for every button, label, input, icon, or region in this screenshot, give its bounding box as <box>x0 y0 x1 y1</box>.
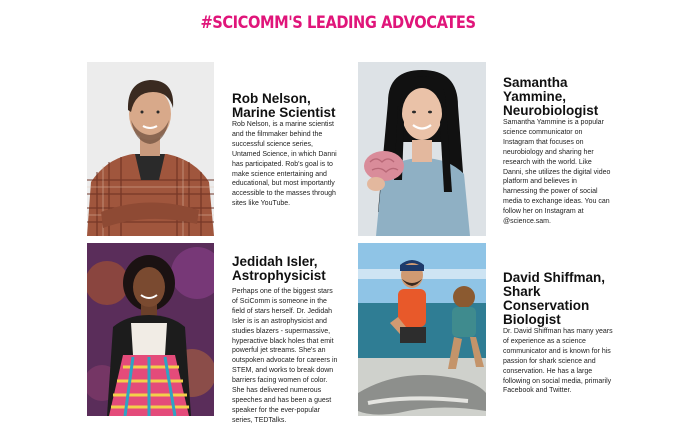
jedidah-isler-name-line2: Astrophysicist <box>232 268 326 283</box>
jedidah-isler-name-line1: Jedidah Isler, <box>232 254 318 269</box>
samantha-yammine-name-line2: Yammine, <box>503 89 567 104</box>
samantha-yammine-photo <box>358 62 486 236</box>
page-heading: #SCICOMM'S LEADING ADVOCATES <box>200 13 476 33</box>
jedidah-isler-name <box>232 255 326 283</box>
rob-nelson-name <box>232 92 336 120</box>
samantha-yammine-name-line1: Samantha <box>503 75 568 90</box>
david-shiffman-description: Dr. David Shiffman has many years of experience as a science communicator and is known for his passion for shark science and conservation. He has a large following on social media, primarily Facebook and Twitter. <box>503 328 613 395</box>
david-shiffman-name-line3: Conservation <box>503 298 590 313</box>
rob-nelson-name-line2: Marine Scientist <box>232 105 336 120</box>
david-shiffman-name-line1: David Shiffman, <box>503 270 606 285</box>
david-shiffman-name-line4: Biologist <box>503 312 561 327</box>
rob-nelson-name-line1: Rob Nelson, <box>232 91 311 106</box>
jedidah-isler-photo <box>87 243 214 416</box>
samantha-yammine-name <box>503 76 598 118</box>
david-shiffman-name <box>503 271 605 327</box>
jedidah-isler-description: Perhaps one of the biggest stars of SciComm is someone in the field of stars herself. Dr. Jedidah Isler is is an astrophysicist and studies blazers - supermassive, hyperactive black holes that emit powerful jet streams. She's an outspoken advocate for careers in STEM, and works to break down barriers facing women of color. She has delivered numerous speeches and has been a guest speaker for the ever-popular series, TEDTalks. <box>232 288 338 424</box>
rob-nelson-photo <box>87 62 214 236</box>
david-shiffman-name-line2: Shark <box>503 284 541 299</box>
samantha-yammine-name-line3: Neurobiologist <box>503 103 599 118</box>
rob-nelson-description: Rob Nelson, is a marine scientist and the filmmaker behind the successful science series, Untamed Science, in which Danni has participated. Rob's goal is to make science entertaining and educational, but most importantly accessible to the masses through sites like YouTube. <box>232 121 337 208</box>
samantha-yammine-description: Samantha Yammine is a popular science communicator on Instagram that focuses on neurobiology and sharing her research with the world. Like Danni, she utilizes the digital video platform and believes in harnessing the power of social media to exchange ideas. You can follow her on Instagram at @science.sam. <box>503 119 611 226</box>
david-shiffman-photo <box>358 243 486 416</box>
